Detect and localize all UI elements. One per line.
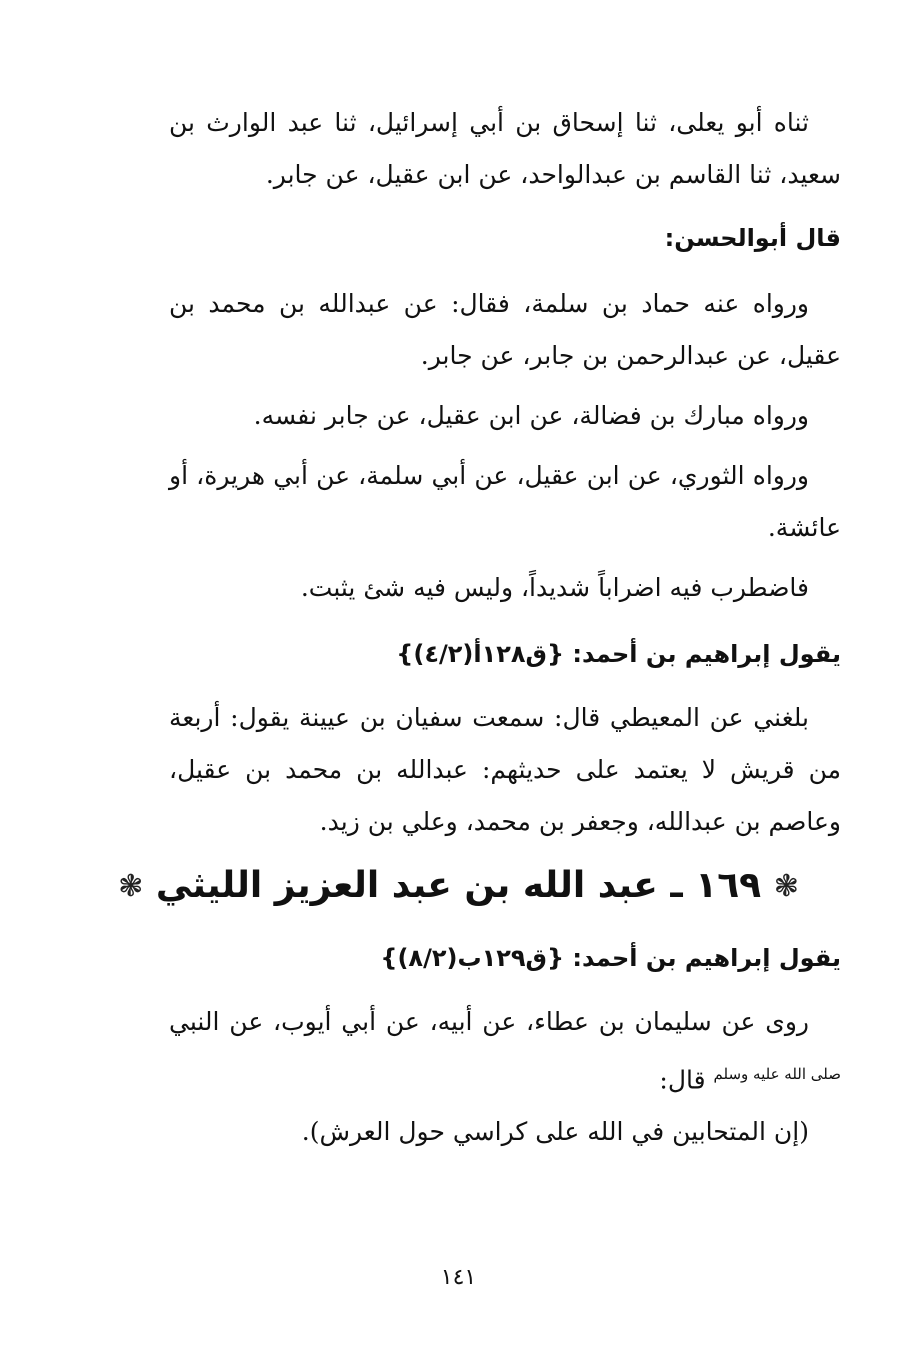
- heading-abul-hasan: قال أبوالحسن:: [664, 224, 841, 252]
- honorific-glyph: صلى الله عليه وسلم: [713, 1065, 841, 1083]
- heading-ibrahim-1: يقول إبراهيم بن أحمد: {ق١٢٨أ(٤/٢)}: [396, 640, 841, 668]
- paragraph-muayti: بلغني عن المعيطي قال: سمعت سفيان بن عيينة يقول: أربعة من قريش لا يعتمد على حديثهم: عبدالله بن محمد بن عقيل، وعاصم بن عبدالله، وجعفر بن محمد، وعلي بن زيد.: [169, 703, 841, 836]
- paragraph-hadith-quote: (إن المتحابين في الله على كراسي حول العرش).: [301, 1117, 809, 1146]
- paragraph-mubarak: ورواه مبارك بن فضالة، عن ابن عقيل، عن جابر نفسه.: [253, 401, 809, 430]
- entry-title: [0, 856, 917, 917]
- ornament-right-icon: ❃: [773, 869, 799, 904]
- paragraph-hammad: ورواه عنه حماد بن سلمة، فقال: عن عبدالله بن محمد بن عقيل، عن عبدالرحمن بن جابر، عن جابر.: [169, 289, 841, 370]
- ornament-left-icon: ❃: [118, 869, 144, 904]
- heading-ibrahim-2: يقول إبراهيم بن أحمد: {ق١٢٩ب(٨/٢)}: [380, 944, 841, 972]
- paragraph-isnad: ثناه أبو يعلى، ثنا إسحاق بن أبي إسرائيل، ثنا عبد الوارث بن سعيد، ثنا القاسم بن عبدالواحد، عن ابن عقيل، عن جابر.: [169, 108, 841, 189]
- paragraph-sulayman-text: روى عن سليمان بن عطاء، عن أبيه، عن أبي أيوب، عن النبي: [169, 1007, 809, 1036]
- page-number: ١٤١: [440, 1265, 477, 1290]
- entry-title-text: ١٦٩ ـ عبد الله بن عبد العزيز الليثي: [155, 865, 762, 906]
- paragraph-idtirab: فاضطرب فيه اضراباً شديداً، وليس فيه شئ يثبت.: [300, 573, 809, 602]
- paragraph-thawri: ورواه الثوري، عن ابن عقيل، عن أبي سلمة، عن أبي هريرة، أو عائشة.: [169, 461, 841, 542]
- paragraph-sulayman: [169, 996, 841, 1106]
- paragraph-sulayman-end: قال:: [659, 1065, 706, 1095]
